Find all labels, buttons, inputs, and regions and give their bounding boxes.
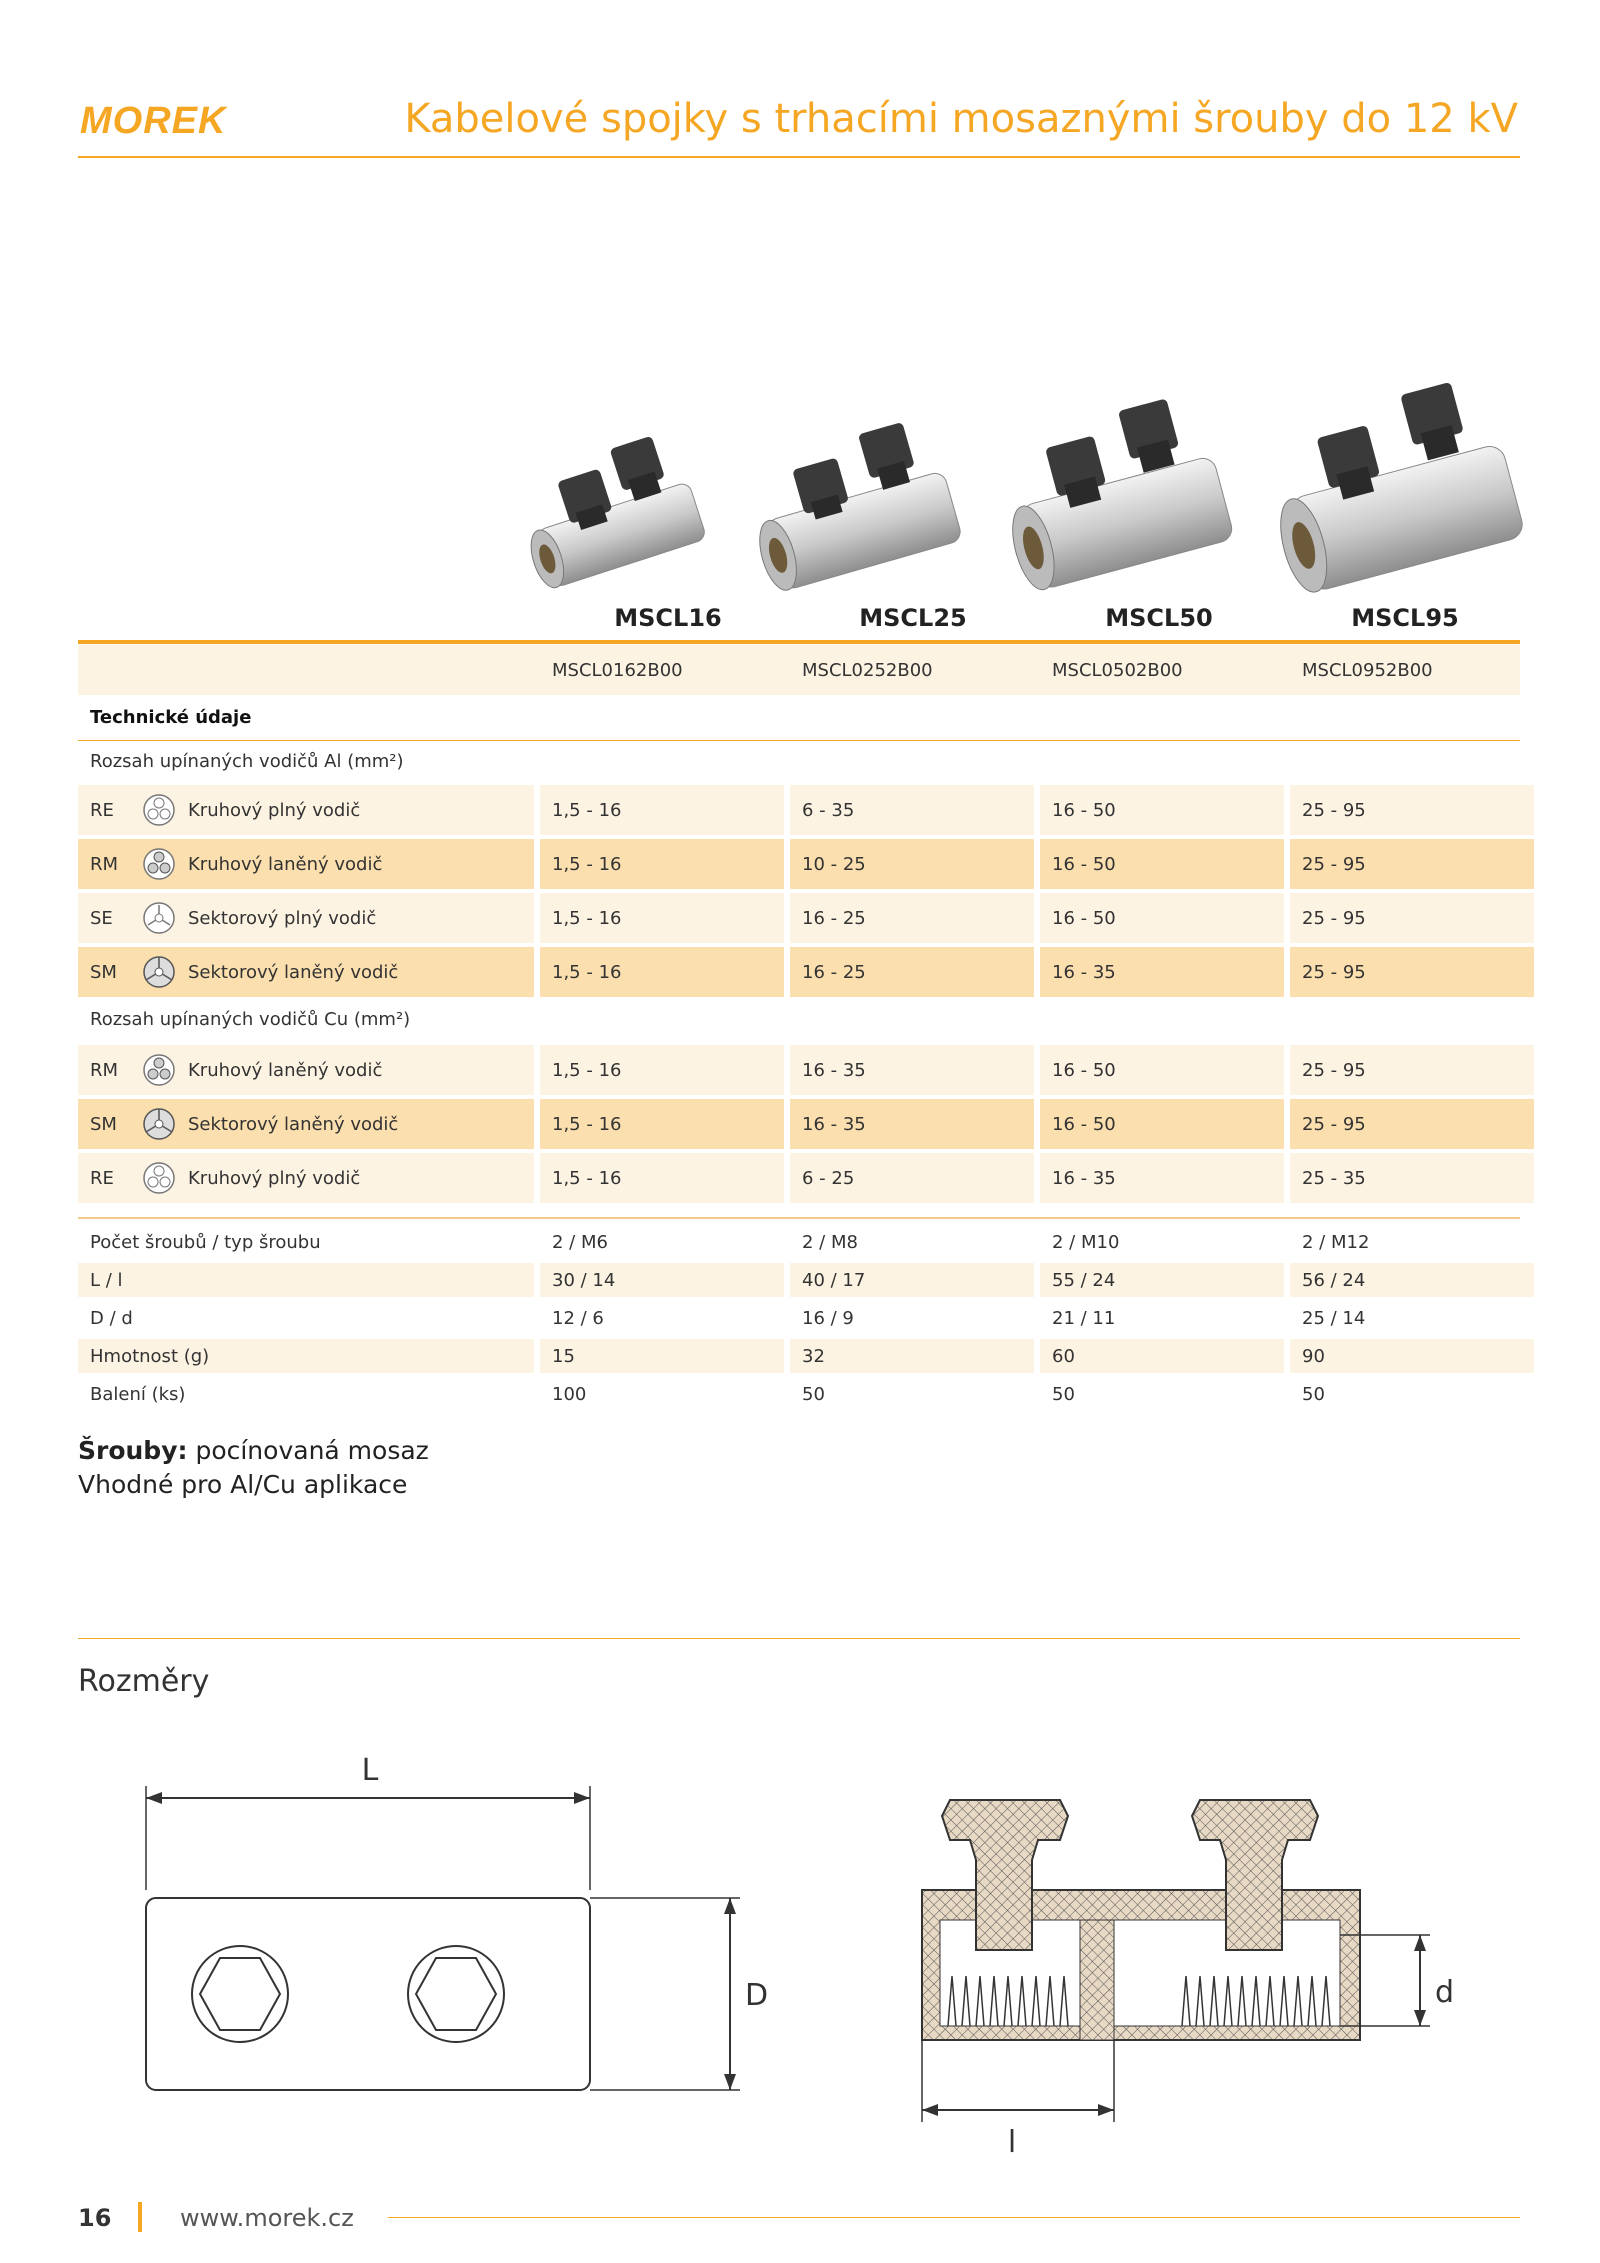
spec-label: L / l (78, 1263, 534, 1297)
table-row (78, 1099, 1520, 1149)
product-code: MSCL0252B00 (802, 659, 933, 681)
conductor-name: Sektorový plný vodič (188, 907, 377, 929)
table-cell: 25 - 35 (1290, 1153, 1534, 1203)
table-cell: 25 - 95 (1290, 1099, 1534, 1149)
spec-label: D / d (78, 1301, 534, 1335)
table-cell: 1,5 - 16 (540, 1045, 784, 1095)
table-row (78, 1263, 1520, 1297)
table-cell: 16 - 50 (1040, 785, 1284, 835)
table-cell: 16 - 35 (1040, 1153, 1284, 1203)
conductor-code: RM (90, 1059, 119, 1081)
table-cell: 16 - 35 (790, 1045, 1034, 1095)
bolts-label: Šrouby: (78, 1436, 188, 1465)
table-row (78, 1225, 1520, 1259)
conductor-code: RM (90, 853, 119, 875)
table-row (78, 947, 1520, 997)
table-cell: 2 / M8 (790, 1225, 1034, 1259)
table-cell: 1,5 - 16 (540, 1099, 784, 1149)
table-cell: 15 (540, 1339, 784, 1373)
table-cell: 2 / M6 (540, 1225, 784, 1259)
section-heading: Technické údaje (78, 695, 1520, 740)
table-cell: 40 / 17 (790, 1263, 1034, 1297)
model-name-mscl16: MSCL16 (614, 604, 722, 632)
table-cell: 90 (1290, 1339, 1534, 1373)
product-code: MSCL0502B00 (1052, 659, 1183, 681)
subsection-al-title: Rozsah upínaných vodičů Al (mm²) (78, 741, 1520, 781)
table-cell: 2 / M10 (1040, 1225, 1284, 1259)
table-cell: 50 (1290, 1377, 1534, 1411)
conductor-name: Kruhový plný vodič (188, 1167, 361, 1189)
model-name-mscl95: MSCL95 (1351, 604, 1459, 632)
spec-label: Hmotnost (g) (78, 1339, 534, 1373)
table-cell: 16 - 50 (1040, 893, 1284, 943)
conductor-code: RE (90, 1167, 114, 1189)
page-title: Kabelové spojky s trhacími mosaznými šrouby do 12 kV (404, 96, 1518, 142)
table-cell: 16 - 25 (790, 893, 1034, 943)
spec-label: Balení (ks) (78, 1377, 534, 1411)
page-number: 16 (78, 2204, 112, 2232)
subsection-cu-row (78, 997, 1520, 1041)
spec-label: Počet šroubů / typ šroubu (78, 1225, 534, 1259)
table-cell: 25 - 95 (1290, 785, 1534, 835)
table-cell: 16 - 50 (1040, 1099, 1284, 1149)
table-cell: 16 - 35 (1040, 947, 1284, 997)
table-cell: 25 - 95 (1290, 893, 1534, 943)
dim-label-L: L (361, 1753, 379, 1788)
table-cell: 16 - 50 (1040, 839, 1284, 889)
specs-divider (78, 1217, 1520, 1219)
conductor-name: Sektorový laněný vodič (188, 1113, 399, 1135)
conductor-code: SM (90, 1113, 117, 1135)
sector-solid-conductor-icon (142, 901, 176, 935)
conductor-name: Kruhový laněný vodič (188, 853, 383, 875)
spec-table (78, 641, 1520, 1411)
application-note: Vhodné pro Al/Cu aplikace (78, 1470, 408, 1499)
table-cell: 1,5 - 16 (540, 1153, 784, 1203)
brand-logo: MOREK (80, 100, 227, 142)
table-cell: 1,5 - 16 (540, 947, 784, 997)
table-cell: 12 / 6 (540, 1301, 784, 1335)
table-row (78, 1301, 1520, 1335)
table-row (78, 893, 1520, 943)
sector-stranded-conductor-icon (142, 955, 176, 989)
table-cell: 6 - 35 (790, 785, 1034, 835)
dim-label-l: l (1007, 2125, 1017, 2160)
round-stranded-conductor-icon (142, 847, 176, 881)
table-cell: 25 - 95 (1290, 1045, 1534, 1095)
conductor-name: Sektorový laněný vodič (188, 961, 399, 983)
product-image-mscl50 (1010, 385, 1240, 600)
footer-separator (138, 2202, 142, 2232)
table-cell: 16 - 50 (1040, 1045, 1284, 1095)
table-row-codes (78, 645, 1520, 695)
footer-rule (388, 2217, 1520, 2218)
table-cell: 16 - 25 (790, 947, 1034, 997)
material-notes (78, 1434, 429, 1502)
table-cell: 25 - 95 (1290, 947, 1534, 997)
product-image-mscl25 (755, 405, 970, 600)
dim-label-D: D (745, 1978, 769, 2013)
table-cell: 10 - 25 (790, 839, 1034, 889)
conductor-code: SM (90, 961, 117, 983)
dimension-drawing-top-view (120, 1750, 780, 2130)
table-cell: 100 (540, 1377, 784, 1411)
table-cell: 32 (790, 1339, 1034, 1373)
table-row (78, 1377, 1520, 1411)
dimensions-title: Rozměry (78, 1664, 210, 1699)
conductor-code: RE (90, 799, 114, 821)
dimensions-rule (78, 1638, 1520, 1639)
dimension-drawing-section-view (900, 1780, 1500, 2160)
product-image-mscl95 (1280, 370, 1530, 600)
website-link[interactable]: www.morek.cz (180, 2204, 354, 2232)
table-cell: 50 (790, 1377, 1034, 1411)
round-stranded-conductor-icon (142, 1053, 176, 1087)
bolts-value: pocínovaná mosaz (195, 1436, 429, 1465)
conductor-code: SE (90, 907, 113, 929)
conductor-name: Kruhový plný vodič (188, 799, 361, 821)
sector-stranded-conductor-icon (142, 1107, 176, 1141)
table-row (78, 1153, 1520, 1203)
product-code: MSCL0952B00 (1302, 659, 1433, 681)
subsection-cu-title: Rozsah upínaných vodičů Cu (mm²) (78, 997, 1520, 1041)
table-cell: 55 / 24 (1040, 1263, 1284, 1297)
section-heading-row (78, 695, 1520, 741)
table-cell: 2 / M12 (1290, 1225, 1534, 1259)
table-cell: 16 - 35 (790, 1099, 1034, 1149)
table-cell: 25 / 14 (1290, 1301, 1534, 1335)
table-cell: 21 / 11 (1040, 1301, 1284, 1335)
table-cell: 16 / 9 (790, 1301, 1034, 1335)
round-solid-conductor-icon (142, 793, 176, 827)
dim-label-d: d (1435, 1975, 1455, 2010)
round-solid-conductor-icon (142, 1161, 176, 1195)
header-rule (78, 156, 1520, 158)
product-code: MSCL0162B00 (552, 659, 683, 681)
table-cell: 56 / 24 (1290, 1263, 1534, 1297)
table-cell: 30 / 14 (540, 1263, 784, 1297)
subsection-al-row (78, 741, 1520, 781)
model-name-mscl25: MSCL25 (859, 604, 967, 632)
table-cell: 1,5 - 16 (540, 839, 784, 889)
conductor-name: Kruhový laněný vodič (188, 1059, 383, 1081)
table-row (78, 785, 1520, 835)
table-cell: 60 (1040, 1339, 1284, 1373)
table-row (78, 1045, 1520, 1095)
table-cell: 1,5 - 16 (540, 785, 784, 835)
table-cell: 50 (1040, 1377, 1284, 1411)
table-cell: 6 - 25 (790, 1153, 1034, 1203)
table-row (78, 839, 1520, 889)
table-cell: 1,5 - 16 (540, 893, 784, 943)
table-cell: 25 - 95 (1290, 839, 1534, 889)
model-name-mscl50: MSCL50 (1105, 604, 1213, 632)
table-row (78, 1339, 1520, 1373)
product-image-mscl16 (520, 420, 720, 600)
